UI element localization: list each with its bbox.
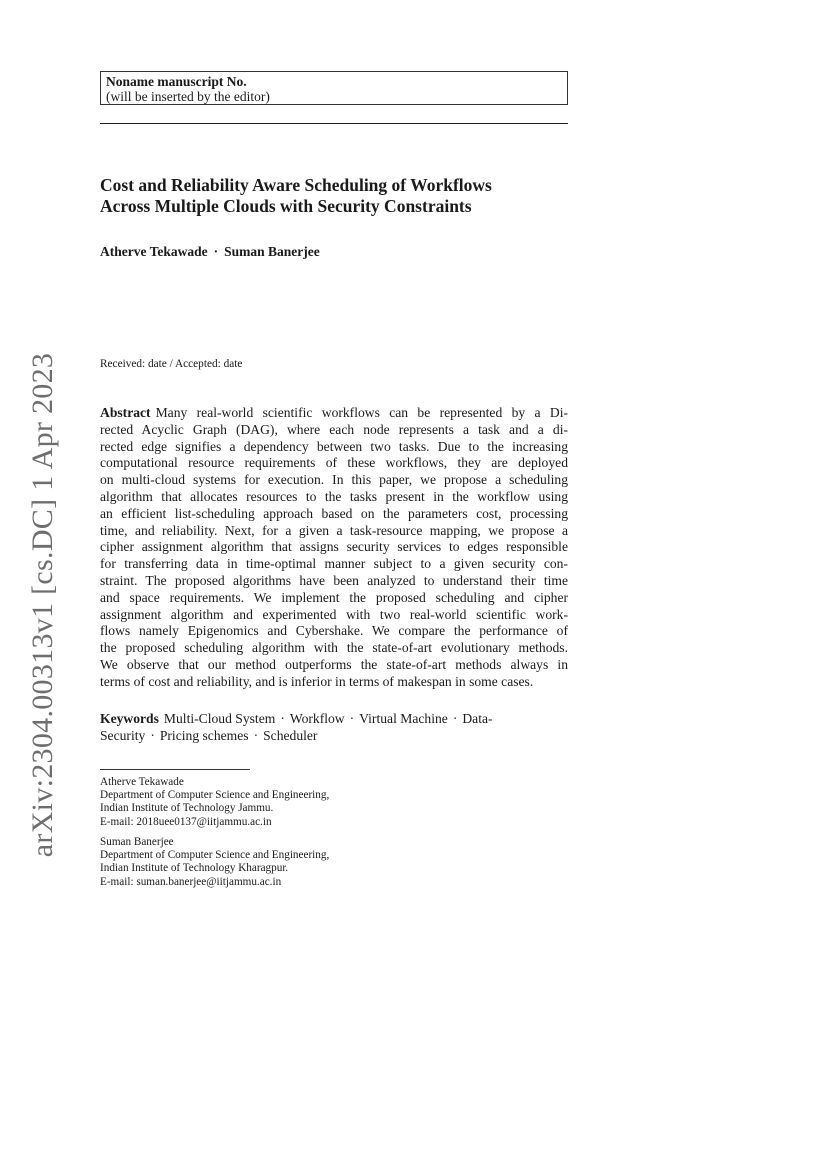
abstract-line-text: Many real-world scientific workflows can be represented by a Di- xyxy=(155,405,568,420)
footnote-rule xyxy=(100,769,250,770)
author-affiliation xyxy=(100,836,329,889)
keyword-separator: · xyxy=(452,711,458,726)
keywords-line xyxy=(100,728,568,745)
author-list xyxy=(100,244,320,260)
author-name: Suman Banerjee xyxy=(224,244,320,259)
keyword-separator: · xyxy=(150,727,155,743)
manuscript-number-label: Noname manuscript No. xyxy=(106,74,247,89)
manuscript-editor-note: (will be inserted by the editor) xyxy=(106,89,270,104)
abstract-line: an efficient list-scheduling approach based on the parameters cost, processing xyxy=(100,505,568,521)
keyword: Scheduler xyxy=(263,727,318,743)
affiliation-department: Department of Computer Science and Engineering, xyxy=(100,789,330,802)
keyword: Virtual Machine xyxy=(359,711,448,726)
abstract-line: algorithm that allocates resources to the tasks present in the workflow using xyxy=(100,488,568,504)
keyword: Pricing schemes xyxy=(159,727,249,743)
abstract-line: on multi-cloud systems for execution. In this paper, we propose a scheduling xyxy=(100,472,568,488)
affiliation-department: Department of Computer Science and Engineering, xyxy=(100,849,330,862)
keyword: Data- xyxy=(462,711,493,726)
keywords-label: Keywords xyxy=(100,711,159,726)
abstract-line: straint. The proposed algorithms have been analyzed to understand their time xyxy=(100,572,568,588)
abstract-line: the proposed scheduling algorithm with the state-of-art evolutionary methods. xyxy=(100,640,568,656)
keyword: Security xyxy=(100,727,146,743)
affiliation-email: E-mail: 2018uee0137@iitjammu.ac.in xyxy=(100,815,272,828)
abstract-line: for transferring data in time-optimal manner subject to a given security con- xyxy=(100,556,568,572)
affiliation-email: E-mail: suman.banerjee@iitjammu.ac.in xyxy=(100,875,282,888)
abstract-line: time, and reliability. Next, for a given a task-resource mapping, we propose a xyxy=(100,522,568,538)
abstract-line: terms of cost and reliability, and is inferior in terms of makespan in some cases. xyxy=(100,673,534,689)
abstract-line: We observe that our method outperforms the state-of-art methods always in xyxy=(100,656,568,672)
keyword-separator: · xyxy=(280,711,285,726)
keyword: Multi-Cloud System xyxy=(163,711,276,726)
keyword: Workflow xyxy=(289,711,345,726)
keyword-separator: · xyxy=(253,727,259,743)
abstract-line: computational resource requirements of these workflows, they are deployed xyxy=(100,455,568,471)
abstract-line: rected Acyclic Graph (DAG), where each node represents a task and a di- xyxy=(100,421,568,437)
abstract-label: Abstract xyxy=(100,405,151,420)
keywords-section xyxy=(100,711,568,745)
keywords-line xyxy=(100,711,568,728)
author-separator: · xyxy=(213,244,219,259)
affiliation-name: Atherve Tekawade xyxy=(100,776,184,788)
arxiv-identifier-stamp xyxy=(14,352,72,858)
abstract-line: cipher assignment algorithm that assigns security services to edges responsible xyxy=(100,539,568,555)
abstract-line: and space requirements. We implement the proposed scheduling and cipher xyxy=(100,589,568,605)
author-affiliation xyxy=(100,776,329,829)
keyword-separator: · xyxy=(349,711,355,726)
received-accepted-dates: Received: date / Accepted: date xyxy=(100,358,243,370)
header-rule xyxy=(100,123,568,124)
abstract-line: flows namely Epigenomics and Cybershake. We compare the performance of xyxy=(100,623,568,639)
abstract-line: assignment algorithm and experimented with two real-world scientific work- xyxy=(100,606,568,622)
abstract-section xyxy=(100,405,568,691)
manuscript-number-box xyxy=(100,71,568,105)
affiliation-name: Suman Banerjee xyxy=(100,836,174,848)
paper-title xyxy=(100,175,580,217)
affiliation-institute: Indian Institute of Technology Jammu. xyxy=(100,802,274,815)
abstract-line: rected edge signifies a dependency between two tasks. Due to the increasing xyxy=(100,438,568,454)
paper-title-line: Across Multiple Clouds with Security Constraints xyxy=(100,196,472,216)
abstract-line xyxy=(100,405,568,422)
arxiv-identifier-text: arXiv:2304.00313v1 [cs.DC] 1 Apr 2023 xyxy=(26,352,59,858)
affiliation-institute: Indian Institute of Technology Kharagpur. xyxy=(100,862,289,875)
author-name: Atherve Tekawade xyxy=(100,244,208,259)
paper-title-line: Cost and Reliability Aware Scheduling of Workflows xyxy=(100,175,492,195)
